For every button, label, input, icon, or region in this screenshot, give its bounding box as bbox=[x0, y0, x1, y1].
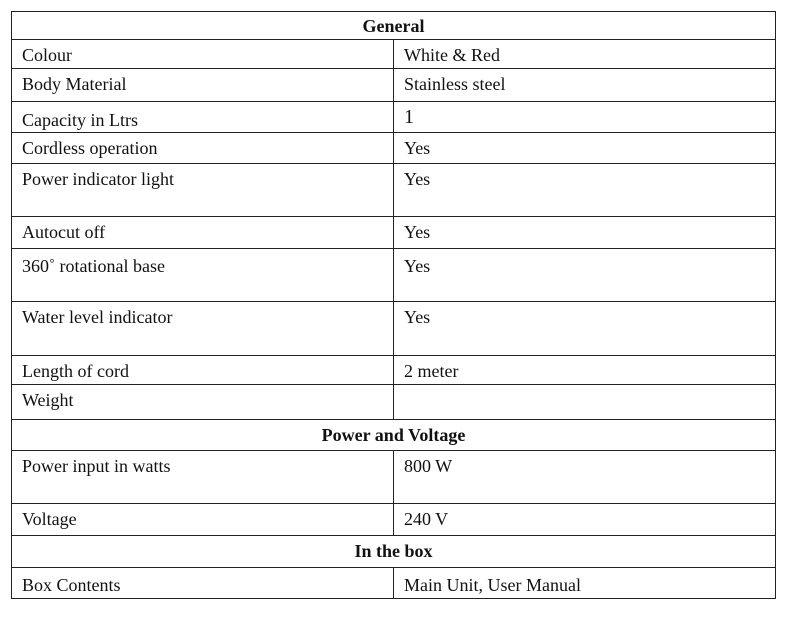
row-value: Yes bbox=[394, 249, 776, 302]
row-value: Main Unit, User Manual bbox=[394, 568, 776, 599]
section-header-row bbox=[12, 420, 776, 451]
table-row bbox=[12, 249, 776, 302]
row-value: Yes bbox=[394, 217, 776, 249]
table-row bbox=[12, 504, 776, 536]
table-row bbox=[12, 385, 776, 420]
row-value: 240 V bbox=[394, 504, 776, 536]
row-label: Cordless operation bbox=[12, 133, 394, 164]
row-value: Yes bbox=[394, 164, 776, 217]
table-row bbox=[12, 40, 776, 69]
section-title-box: In the box bbox=[12, 536, 776, 568]
row-value: 2 meter bbox=[394, 356, 776, 385]
section-header-row bbox=[12, 536, 776, 568]
table-row bbox=[12, 133, 776, 164]
table-row bbox=[12, 164, 776, 217]
table-row bbox=[12, 217, 776, 249]
row-value: Yes bbox=[394, 302, 776, 356]
section-title-general: General bbox=[12, 12, 776, 40]
row-value: White & Red bbox=[394, 40, 776, 69]
row-label: Water level indicator bbox=[12, 302, 394, 356]
row-label: Box Contents bbox=[12, 568, 394, 599]
section-header-row bbox=[12, 12, 776, 40]
table-row bbox=[12, 356, 776, 385]
row-label: 360˚ rotational base bbox=[12, 249, 394, 302]
row-label: Autocut off bbox=[12, 217, 394, 249]
row-label: Voltage bbox=[12, 504, 394, 536]
row-value: 1 bbox=[394, 102, 776, 133]
row-label: Weight bbox=[12, 385, 394, 420]
table-row bbox=[12, 102, 776, 133]
section-title-power: Power and Voltage bbox=[12, 420, 776, 451]
row-value: Yes bbox=[394, 133, 776, 164]
row-value bbox=[394, 385, 776, 420]
row-label: Power input in watts bbox=[12, 451, 394, 504]
row-label: Colour bbox=[12, 40, 394, 69]
table-row bbox=[12, 69, 776, 102]
row-label: Body Material bbox=[12, 69, 394, 102]
table-row bbox=[12, 451, 776, 504]
row-label: Power indicator light bbox=[12, 164, 394, 217]
row-label: Capacity in Ltrs bbox=[12, 102, 394, 133]
row-value: 800 W bbox=[394, 451, 776, 504]
row-value: Stainless steel bbox=[394, 69, 776, 102]
spec-table bbox=[11, 11, 776, 599]
table-row bbox=[12, 568, 776, 599]
row-label: Length of cord bbox=[12, 356, 394, 385]
table-row bbox=[12, 302, 776, 356]
